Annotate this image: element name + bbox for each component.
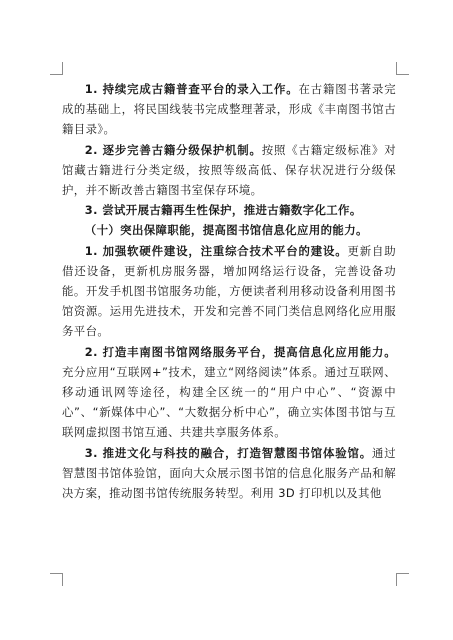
- paragraph-6-heading: 3. 推进文化与科技的融合，打造智慧图书馆体验馆。: [84, 445, 372, 460]
- paragraph-2-heading: 2. 逐步完善古籍分级保护机制。: [84, 142, 262, 157]
- paragraph-2: [62, 140, 396, 201]
- section-heading-10-text: （十）突出保障职能，提高图书馆信息化应用的能力。: [84, 223, 368, 238]
- paragraph-5: [62, 342, 396, 443]
- paragraph-4-heading: 1. 加强软硬件建设，注重综合技术平台的建设。: [84, 243, 348, 258]
- paragraph-1-heading: 1. 持续完成古籍普查平台的录入工作。: [84, 82, 299, 96]
- paragraph-3: [62, 200, 396, 220]
- paragraph-1: [62, 79, 396, 140]
- crop-mark-bottom-right: [396, 573, 409, 586]
- paragraph-4-text: 更新自助借还设备，更新机房服务器，增加网络运行设备，完善设备功能。开发手机图书馆服务功能，方便读者利用移动设备利用图书馆资源。运用先进技术，开发和完善不同门类信息网络化应用服务平台。: [62, 243, 396, 339]
- paragraph-6-text: 通过智慧图书馆体验馆，面向大众展示图书馆的信息化服务产品和解决方案，推动图书馆传统服务转型。利用 3D 打印机以及其他: [62, 445, 396, 501]
- paragraph-3-heading: 3. 尝试开展古籍再生性保护，推进古籍数字化工作。: [84, 203, 362, 218]
- paragraph-6: [62, 443, 396, 504]
- paragraph-1-text: 在古籍图书著录完成的基础上，将民国线装书完成整理著录，形成《丰南图书馆古籍目录》。: [62, 82, 396, 137]
- section-heading-10: [62, 220, 396, 240]
- paragraph-5-text: 充分应用“互联网+”技术，建立“网络阅读”体系。通过互联网、移动通讯网等途径，构建全区统一的“用户中心”、“资源中心”、“新媒体中心”、“大数据分析中心”，确立实体图书馆与互联网虚拟图书馆互通、共建共享服务体系。: [62, 364, 396, 440]
- paragraph-4: [62, 241, 396, 342]
- document-body: [62, 79, 396, 503]
- crop-mark-top-left: [50, 62, 63, 75]
- crop-mark-bottom-left: [50, 573, 63, 586]
- paragraph-2-text: 按照《古籍定级标准》对馆藏古籍进行分类定级，按照等级高低、保存状况进行分级保护，并不断改善古籍图书室保存环境。: [62, 142, 396, 198]
- crop-mark-top-right: [396, 62, 409, 75]
- paragraph-5-heading: 2. 打造丰南图书馆网络服务平台，提高信息化应用能力。: [84, 344, 396, 359]
